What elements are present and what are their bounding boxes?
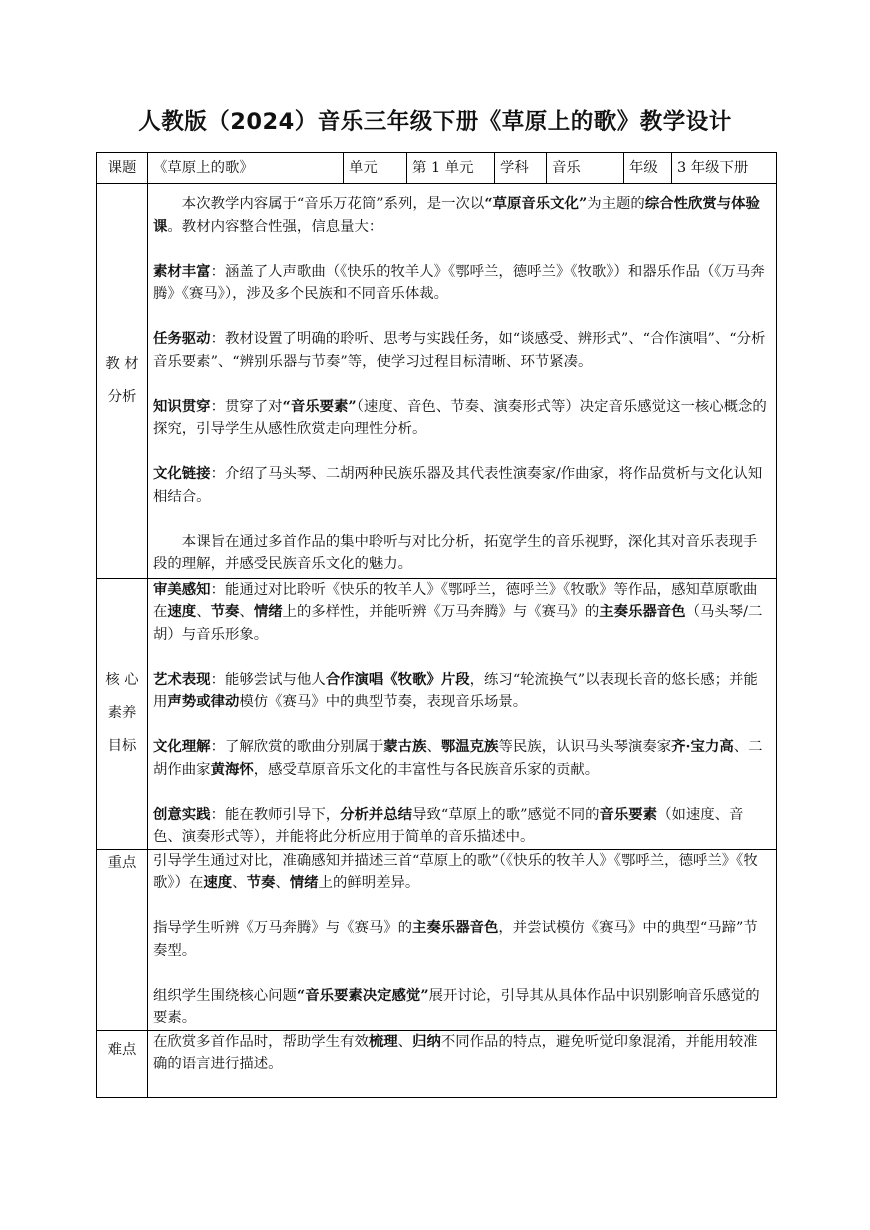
analysis-knowledge: 知识贯穿：贯穿了对“音乐要素”（速度、音色、节奏、演奏形式等）决定音乐感觉这一核心概念的探究，引导学生从感性欣赏走向理性分析。 <box>153 397 767 437</box>
unit-value: 第 1 单元 <box>407 153 495 184</box>
key-points-content <box>148 849 777 1030</box>
analysis-label <box>97 184 148 579</box>
lesson-plan-table <box>96 152 777 1098</box>
key-points-label: 重点 <box>97 849 148 1030</box>
key-point-1: 引导学生通过对比，准确感知并描述三首“草原上的歌”（《快乐的牧羊人》《鄂呼兰，德呼兰》《牧歌》）在速度、节奏、情绪上的鲜明差异。 <box>153 852 758 891</box>
analysis-row <box>97 184 777 579</box>
difficulty-row <box>97 1030 777 1097</box>
course-label: 课题 <box>97 153 148 184</box>
goal-culture: 文化理解：了解欣赏的歌曲分别属于蒙古族、鄂温克族等民族，认识马头琴演奏家齐·宝力高、二胡作曲家黄海怀，感受草原音乐文化的丰富性与各民族音乐家的贡献。 <box>153 738 763 778</box>
key-points-row <box>97 849 777 1030</box>
analysis-label-line2: 分析 <box>107 388 137 405</box>
goals-label-line1: 核 心 <box>105 672 139 688</box>
key-point-3: 组织学生围绕核心问题“音乐要素决定感觉”展开讨论，引导其从具体作品中识别影响音乐感觉的要素。 <box>153 986 760 1026</box>
analysis-material: 素材丰富：涵盖了人声歌曲（《快乐的牧羊人》《鄂呼兰，德呼兰》《牧歌》）和器乐作品（《万马奔腾》《赛马》），涉及多个民族和不同音乐体裁。 <box>153 262 765 302</box>
course-value: 《草原上的歌》 <box>148 153 344 184</box>
header-row <box>97 153 777 184</box>
analysis-content <box>148 184 777 579</box>
grade-label: 年级 <box>624 153 672 184</box>
unit-label: 单元 <box>344 153 407 184</box>
grade-value: 3 年级下册 <box>672 153 777 184</box>
goals-label-line2: 素养 <box>107 705 137 721</box>
analysis-intro: 本次教学内容属于“音乐万花筒”系列，是一次以“草原音乐文化”为主题的综合性欣赏与体验课。教材内容整合性强，信息量大： <box>153 195 760 235</box>
document-title: 人教版（2024）音乐三年级下册《草原上的歌》教学设计 <box>138 109 732 135</box>
analysis-summary: 本课旨在通过多首作品的集中聆听与对比分析，拓宽学生的音乐视野，深化其对音乐表现手段的理解，并感受民族音乐文化的魅力。 <box>153 533 758 572</box>
goal-aesthetic: 审美感知：能通过对比聆听《快乐的牧羊人》《鄂呼兰，德呼兰》《牧歌》等作品，感知草原歌曲在速度、节奏、情绪上的多样性，并能听辨《万马奔腾》与《赛马》的主奏乐器音色（马头琴/二胡）与音乐形象。 <box>153 580 763 643</box>
analysis-task: 任务驱动：教材设置了明确的聆听、思考与实践任务，如“谈感受、辨形式”、“合作演唱”、“分析音乐要素”、“辨别乐器与节奏”等，使学习过程目标清晰、环节紧凑。 <box>153 330 766 370</box>
goals-row <box>97 578 777 849</box>
goal-art: 艺术表现：能够尝试与他人合作演唱《牧歌》片段，练习“轮流换气”以表现长音的悠长感；并能用声势或律动模仿《赛马》中的典型节奏，表现音乐场景。 <box>153 670 758 710</box>
difficulty-content <box>148 1030 777 1097</box>
difficulty-text: 在欣赏多首作品时，帮助学生有效梳理、归纳不同作品的特点，避免听觉印象混淆，并能用较准确的语言进行描述。 <box>153 1032 758 1072</box>
key-point-2: 指导学生听辨《万马奔腾》与《赛马》的主奏乐器音色，并尝试模仿《赛马》中的典型“马蹄”节奏型。 <box>153 919 758 959</box>
difficulty-label: 难点 <box>97 1030 148 1097</box>
goals-label-line3: 目标 <box>107 738 137 754</box>
goal-creative: 创意实践：能在教师引导下，分析并总结导致“草原上的歌”感觉不同的音乐要素（如速度、音色、演奏形式等），并能将此分析应用于简单的音乐描述中。 <box>153 805 744 845</box>
subject-label: 学科 <box>495 153 547 184</box>
analysis-culture: 文化链接：介绍了马头琴、二胡两种民族乐器及其代表性演奏家/作曲家，将作品赏析与文化认知相结合。 <box>153 465 763 505</box>
analysis-label-line1: 教 材 <box>105 355 139 372</box>
subject-value: 音乐 <box>547 153 624 184</box>
goals-content <box>148 578 777 849</box>
goals-label <box>97 578 148 849</box>
